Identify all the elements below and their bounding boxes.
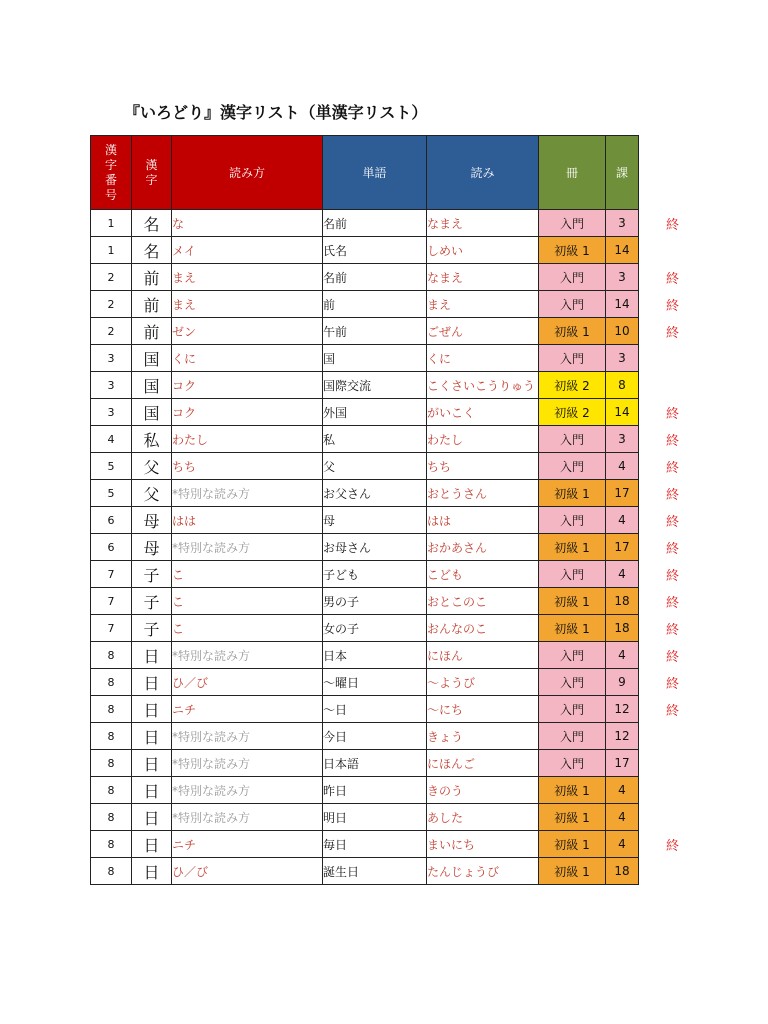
book-cell: 初級 1: [539, 804, 606, 831]
reading-method-cell: コク: [172, 372, 323, 399]
table-row: [91, 399, 707, 426]
lesson-cell: 10: [606, 318, 639, 345]
reading-method-cell: こ: [172, 588, 323, 615]
table-row: [91, 561, 707, 588]
lesson-cell: 4: [606, 804, 639, 831]
end-mark: 終: [665, 487, 679, 503]
word-cell: 午前: [323, 318, 427, 345]
book-cell: 初級 1: [539, 615, 606, 642]
word-reading-cell: なまえ: [427, 264, 539, 291]
word-cell: 女の子: [323, 615, 427, 642]
word-cell: 日本語: [323, 750, 427, 777]
reading-method-cell: ゼン: [172, 318, 323, 345]
table-row: [91, 696, 707, 723]
word-reading-cell: きょう: [427, 723, 539, 750]
lesson-cell: 18: [606, 615, 639, 642]
word-reading-cell: にほんご: [427, 750, 539, 777]
word-cell: 父: [323, 453, 427, 480]
end-mark: 終: [665, 676, 679, 692]
kanji-number-cell: 8: [91, 642, 132, 669]
table-header-row: [91, 136, 707, 210]
header-blank: [639, 136, 707, 210]
word-reading-cell: たんじょうび: [427, 858, 539, 885]
table-row: [91, 777, 707, 804]
word-reading-cell: がいこく: [427, 399, 539, 426]
lesson-cell: 4: [606, 453, 639, 480]
reading-method-cell: メイ: [172, 237, 323, 264]
end-mark: 終: [665, 433, 679, 449]
reading-method-cell: *特別な読み方: [172, 642, 323, 669]
lesson-cell: 3: [606, 264, 639, 291]
word-reading-cell: しめい: [427, 237, 539, 264]
book-cell: 入門: [539, 426, 606, 453]
word-cell: 前: [323, 291, 427, 318]
end-mark: 終: [665, 541, 679, 557]
kanji-cell: 日: [132, 696, 172, 723]
end-mark: 終: [665, 298, 679, 314]
word-cell: 誕生日: [323, 858, 427, 885]
book-cell: 初級 1: [539, 237, 606, 264]
lesson-cell: 4: [606, 642, 639, 669]
word-reading-cell: おとうさん: [427, 480, 539, 507]
word-reading-cell: こども: [427, 561, 539, 588]
lesson-cell: 12: [606, 723, 639, 750]
word-reading-cell: おんなのこ: [427, 615, 539, 642]
kanji-number-cell: 7: [91, 588, 132, 615]
header-lesson: 課: [606, 136, 639, 210]
table-row: [91, 858, 707, 885]
book-cell: 初級 1: [539, 534, 606, 561]
book-cell: 入門: [539, 750, 606, 777]
word-cell: 子ども: [323, 561, 427, 588]
kanji-number-cell: 2: [91, 291, 132, 318]
word-cell: 男の子: [323, 588, 427, 615]
kanji-cell: 父: [132, 453, 172, 480]
lesson-cell: 14: [606, 399, 639, 426]
book-cell: 初級 2: [539, 372, 606, 399]
kanji-cell: 日: [132, 804, 172, 831]
table-row: [91, 264, 707, 291]
table-row: [91, 372, 707, 399]
kanji-number-cell: 3: [91, 399, 132, 426]
end-mark: [639, 804, 707, 831]
reading-method-cell: ひ／び: [172, 669, 323, 696]
reading-method-cell: *特別な読み方: [172, 750, 323, 777]
kanji-number-cell: 7: [91, 615, 132, 642]
book-cell: 入門: [539, 507, 606, 534]
reading-method-cell: *特別な読み方: [172, 480, 323, 507]
kanji-cell: 子: [132, 588, 172, 615]
end-mark: 終: [665, 217, 679, 233]
word-cell: 氏名: [323, 237, 427, 264]
kanji-cell: 母: [132, 507, 172, 534]
kanji-cell: 子: [132, 561, 172, 588]
kanji-cell: 日: [132, 642, 172, 669]
lesson-cell: 14: [606, 237, 639, 264]
kanji-cell: 日: [132, 723, 172, 750]
book-cell: 入門: [539, 669, 606, 696]
kanji-cell: 子: [132, 615, 172, 642]
end-mark: 終: [665, 325, 679, 341]
table-row: [91, 237, 707, 264]
kanji-cell: 国: [132, 345, 172, 372]
end-mark: [639, 345, 707, 372]
kanji-cell: 私: [132, 426, 172, 453]
reading-method-cell: くに: [172, 345, 323, 372]
word-reading-cell: ～ようび: [427, 669, 539, 696]
book-cell: 入門: [539, 642, 606, 669]
end-mark: 終: [665, 568, 679, 584]
end-mark: 終: [665, 406, 679, 422]
end-mark: [639, 858, 707, 885]
word-cell: ～日: [323, 696, 427, 723]
kanji-number-cell: 6: [91, 507, 132, 534]
end-mark: [639, 750, 707, 777]
word-cell: 日本: [323, 642, 427, 669]
book-cell: 入門: [539, 345, 606, 372]
kanji-cell: 名: [132, 210, 172, 237]
word-cell: 毎日: [323, 831, 427, 858]
kanji-cell: 日: [132, 777, 172, 804]
lesson-cell: 17: [606, 480, 639, 507]
kanji-number-cell: 3: [91, 372, 132, 399]
kanji-cell: 前: [132, 318, 172, 345]
word-cell: 国際交流: [323, 372, 427, 399]
table-row: [91, 723, 707, 750]
lesson-cell: 4: [606, 507, 639, 534]
reading-method-cell: な: [172, 210, 323, 237]
reading-method-cell: *特別な読み方: [172, 777, 323, 804]
end-mark: 終: [665, 622, 679, 638]
book-cell: 入門: [539, 723, 606, 750]
reading-method-cell: まえ: [172, 291, 323, 318]
table-row: [91, 642, 707, 669]
document-title: 『いろどり』漢字リスト（単漢字リスト）: [124, 103, 428, 122]
table-row: [91, 615, 707, 642]
lesson-cell: 14: [606, 291, 639, 318]
lesson-cell: 18: [606, 858, 639, 885]
kanji-number-cell: 8: [91, 669, 132, 696]
kanji-number-cell: 1: [91, 210, 132, 237]
word-cell: 外国: [323, 399, 427, 426]
reading-method-cell: *特別な読み方: [172, 804, 323, 831]
header-book: 冊: [539, 136, 606, 210]
kanji-number-cell: 8: [91, 804, 132, 831]
end-mark: 終: [665, 460, 679, 476]
reading-method-cell: *特別な読み方: [172, 723, 323, 750]
kanji-number-cell: 5: [91, 480, 132, 507]
word-reading-cell: まいにち: [427, 831, 539, 858]
kanji-cell: 母: [132, 534, 172, 561]
book-cell: 初級 1: [539, 831, 606, 858]
table-row: [91, 426, 707, 453]
kanji-cell: 名: [132, 237, 172, 264]
end-mark: 終: [665, 649, 679, 665]
end-mark: 終: [665, 271, 679, 287]
kanji-cell: 日: [132, 669, 172, 696]
table-row: [91, 534, 707, 561]
kanji-number-cell: 6: [91, 534, 132, 561]
table-row: [91, 831, 707, 858]
book-cell: 入門: [539, 264, 606, 291]
header-reading-method: 読み方: [172, 136, 323, 210]
lesson-cell: 17: [606, 750, 639, 777]
lesson-cell: 4: [606, 561, 639, 588]
lesson-cell: 8: [606, 372, 639, 399]
kanji-list-table: [90, 135, 707, 885]
reading-method-cell: こ: [172, 561, 323, 588]
book-cell: 入門: [539, 453, 606, 480]
kanji-number-cell: 8: [91, 750, 132, 777]
lesson-cell: 4: [606, 777, 639, 804]
kanji-number-cell: 7: [91, 561, 132, 588]
table-row: [91, 480, 707, 507]
end-mark: [639, 372, 707, 399]
word-reading-cell: はは: [427, 507, 539, 534]
book-cell: 初級 2: [539, 399, 606, 426]
word-cell: お母さん: [323, 534, 427, 561]
reading-method-cell: ひ／び: [172, 858, 323, 885]
table-row: [91, 318, 707, 345]
word-reading-cell: ごぜん: [427, 318, 539, 345]
reading-method-cell: *特別な読み方: [172, 534, 323, 561]
kanji-number-cell: 8: [91, 723, 132, 750]
table-row: [91, 453, 707, 480]
word-reading-cell: ちち: [427, 453, 539, 480]
table-row: [91, 291, 707, 318]
end-mark: [639, 237, 707, 264]
word-cell: 今日: [323, 723, 427, 750]
kanji-number-cell: 2: [91, 264, 132, 291]
book-cell: 初級 1: [539, 318, 606, 345]
table-row: [91, 804, 707, 831]
end-mark: 終: [665, 595, 679, 611]
kanji-cell: 日: [132, 831, 172, 858]
word-cell: 昨日: [323, 777, 427, 804]
kanji-number-cell: 8: [91, 696, 132, 723]
word-cell: 私: [323, 426, 427, 453]
book-cell: 初級 1: [539, 858, 606, 885]
kanji-number-cell: 8: [91, 777, 132, 804]
book-cell: 入門: [539, 561, 606, 588]
kanji-number-cell: 5: [91, 453, 132, 480]
reading-method-cell: わたし: [172, 426, 323, 453]
reading-method-cell: ニチ: [172, 831, 323, 858]
word-reading-cell: にほん: [427, 642, 539, 669]
kanji-cell: 前: [132, 264, 172, 291]
book-cell: 入門: [539, 210, 606, 237]
word-reading-cell: きのう: [427, 777, 539, 804]
word-cell: 明日: [323, 804, 427, 831]
end-mark: 終: [665, 703, 679, 719]
book-cell: 初級 1: [539, 480, 606, 507]
kanji-number-cell: 8: [91, 831, 132, 858]
word-reading-cell: あした: [427, 804, 539, 831]
book-cell: 初級 1: [539, 588, 606, 615]
table-row: [91, 345, 707, 372]
word-reading-cell: ～にち: [427, 696, 539, 723]
header-reading: 読み: [427, 136, 539, 210]
book-cell: 初級 1: [539, 777, 606, 804]
table-row: [91, 669, 707, 696]
word-reading-cell: なまえ: [427, 210, 539, 237]
word-reading-cell: まえ: [427, 291, 539, 318]
word-cell: ～曜日: [323, 669, 427, 696]
kanji-cell: 父: [132, 480, 172, 507]
lesson-cell: 12: [606, 696, 639, 723]
kanji-number-cell: 4: [91, 426, 132, 453]
word-reading-cell: わたし: [427, 426, 539, 453]
lesson-cell: 17: [606, 534, 639, 561]
lesson-cell: 3: [606, 210, 639, 237]
lesson-cell: 9: [606, 669, 639, 696]
header-word: 単語: [323, 136, 427, 210]
reading-method-cell: はは: [172, 507, 323, 534]
word-cell: お父さん: [323, 480, 427, 507]
kanji-cell: 国: [132, 372, 172, 399]
kanji-number-cell: 3: [91, 345, 132, 372]
reading-method-cell: まえ: [172, 264, 323, 291]
end-mark: 終: [665, 838, 679, 854]
end-mark: [639, 777, 707, 804]
kanji-cell: 国: [132, 399, 172, 426]
lesson-cell: 18: [606, 588, 639, 615]
word-reading-cell: くに: [427, 345, 539, 372]
reading-method-cell: ちち: [172, 453, 323, 480]
table-body: [91, 210, 707, 885]
kanji-cell: 前: [132, 291, 172, 318]
kanji-number-cell: 1: [91, 237, 132, 264]
word-reading-cell: おとこのこ: [427, 588, 539, 615]
kanji-number-cell: 2: [91, 318, 132, 345]
table-row: [91, 507, 707, 534]
book-cell: 入門: [539, 696, 606, 723]
end-mark: [639, 723, 707, 750]
word-cell: 国: [323, 345, 427, 372]
word-cell: 名前: [323, 210, 427, 237]
lesson-cell: 3: [606, 426, 639, 453]
table-row: [91, 588, 707, 615]
reading-method-cell: コク: [172, 399, 323, 426]
word-cell: 母: [323, 507, 427, 534]
header-kanji: 漢 字: [132, 136, 172, 210]
table-row: [91, 210, 707, 237]
lesson-cell: 4: [606, 831, 639, 858]
end-mark: 終: [665, 514, 679, 530]
book-cell: 入門: [539, 291, 606, 318]
reading-method-cell: ニチ: [172, 696, 323, 723]
lesson-cell: 3: [606, 345, 639, 372]
kanji-cell: 日: [132, 858, 172, 885]
word-cell: 名前: [323, 264, 427, 291]
header-kanji-number: 漢 字 番 号: [91, 136, 132, 210]
reading-method-cell: こ: [172, 615, 323, 642]
word-reading-cell: おかあさん: [427, 534, 539, 561]
table-row: [91, 750, 707, 777]
kanji-cell: 日: [132, 750, 172, 777]
word-reading-cell: こくさいこうりゅう: [427, 372, 539, 399]
kanji-number-cell: 8: [91, 858, 132, 885]
